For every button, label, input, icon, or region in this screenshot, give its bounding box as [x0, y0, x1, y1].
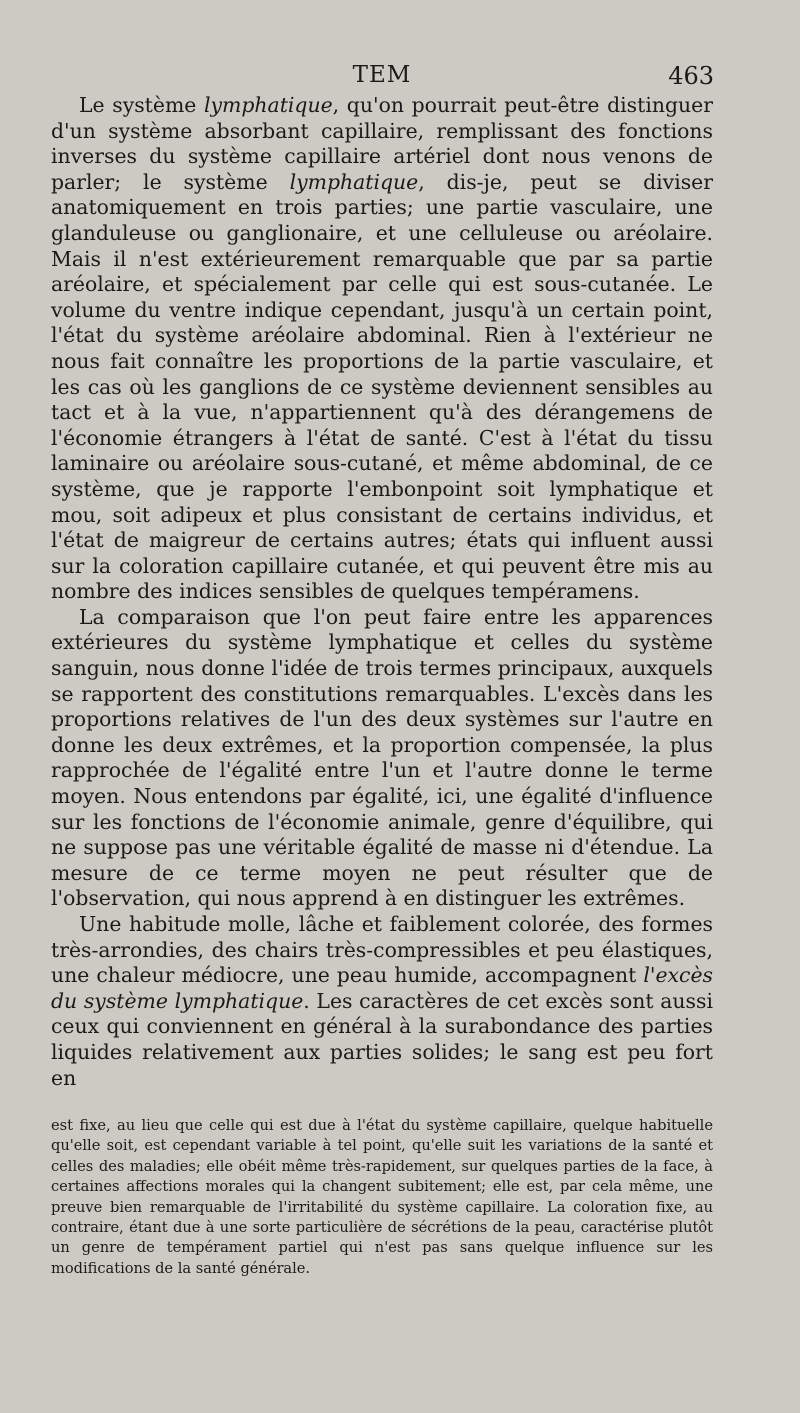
body-text	[51, 93, 713, 1091]
page-number: 463	[668, 62, 714, 90]
running-head: TEM	[352, 62, 412, 88]
paragraph-2: La comparaison que l'on peut faire entre les apparences extérieures du système lymphatique et celles du système sanguin, nous donne l'idée de trois termes principaux, auxquels se rapportent des constitutions remarquables. L'excès dans les proportions relatives de l'un des deux systèmes sur l'autre en donne les deux extrêmes, et la proportion compensée, la plus rapprochée de l'égalité entre l'un et l'autre donne le terme moyen. Nous entendons par égalité, ici, une égalité d'influence sur les fonctions de l'économie animale, genre d'équilibre, qui ne suppose pas une véritable égalité de masse ni d'étendue. La mesure de ce terme moyen ne peut résulter que de l'observation, qui nous apprend à en distinguer les extrêmes.	[51, 604, 713, 911]
paragraph-3: Une habitude molle, lâche et faiblement colorée, des formes très-arrondies, des chairs très-compressibles et peu élastiques, une chaleur médiocre, une peau humide, accompagnent l'excès du système lymphatique. Les caractères de cet excès sont aussi ceux qui conviennent en général à la surabondance des parties liquides relativement aux parties solides; le sang est peu fort en	[51, 912, 713, 1090]
footnote-text: est fixe, au lieu que celle qui est due à l'état du système capillaire, quelque habituelle qu'elle soit, est cependant variable à tel point, qu'elle suit les variations de la santé et celles des maladies; elle obéit même très-rapidement, sur quelques parties de la face, à certaines affections morales qui la changent subitement; elle est, par cela même, une preuve bien remarquable de l'irritabilité du système capillaire. La coloration fixe, au contraire, étant due à une sorte particulière de sécrétions de la peau, caractérise plutôt un genre de tempérament partiel qui n'est pas sans quelque influence sur les modifications de la santé générale.	[51, 1117, 713, 1277]
page-header	[50, 62, 714, 92]
paragraph-1: Le système lymphatique, qu'on pourrait peut-être distinguer d'un système absorbant capillaire, remplissant des fonctions inverses du système capillaire artériel dont nous venons de parler; le système lymphatique, dis-je, peut se diviser anatomiquement en trois parties; une partie vasculaire, une glanduleuse ou ganglionaire, et une celluleuse ou aréolaire. Mais il n'est extérieurement remarquable que par sa partie aréolaire, et spécialement par celle qui est sous-cutanée. Le volume du ventre indique cependant, jusqu'à un certain point, l'état du système aréolaire abdominal. Rien à l'extérieur ne nous fait connaître les proportions de la partie vasculaire, et les cas où les ganglions de ce système deviennent sensibles au tact et à la vue, n'appartiennent qu'à des dérangemens de l'économie étrangers à l'état de santé. C'est à l'état du tissu laminaire ou aréolaire sous-cutané, et même abdominal, de ce système, que je rapporte l'embonpoint soit lymphatique et mou, soit adipeux et plus consistant de certains individus, et l'état de maigreur de certains autres; états qui influent aussi sur la coloration capillaire cutanée, et qui peuvent être mis au nombre des indices sensibles de quelques tempéramens.	[51, 93, 713, 604]
footnote	[51, 1116, 713, 1279]
